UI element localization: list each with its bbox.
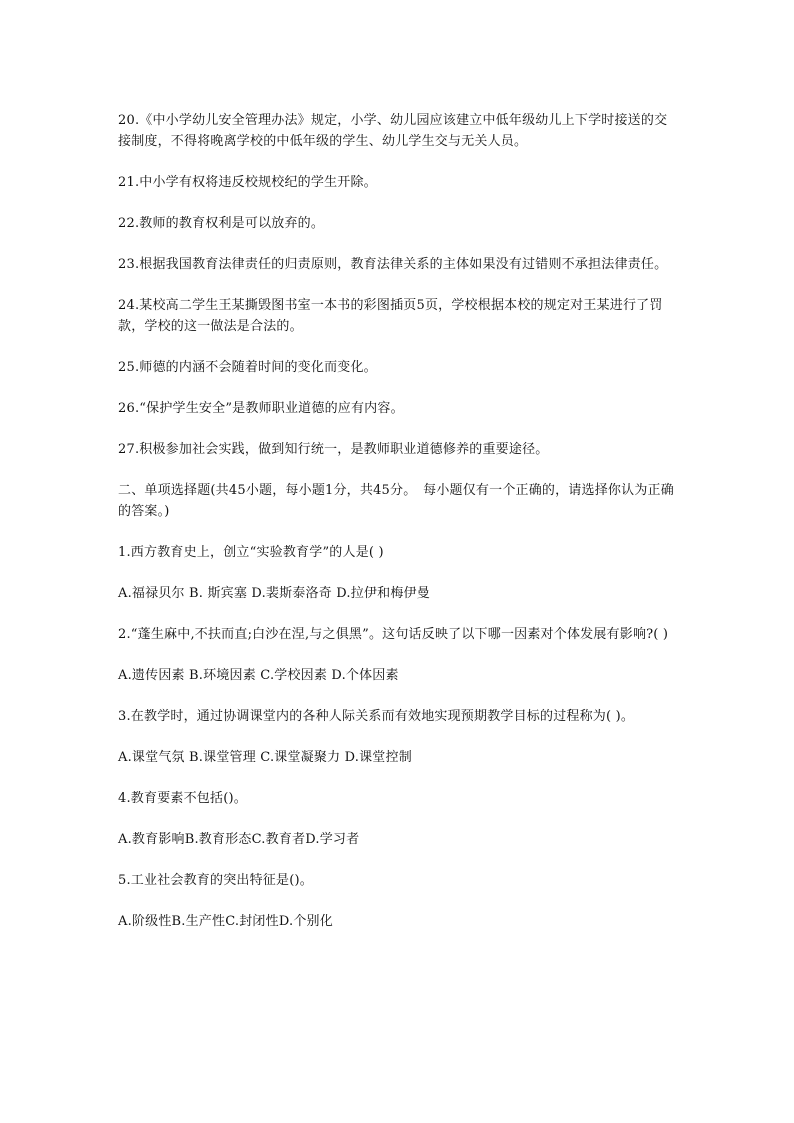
question-24: 24.某校高二学生王某撕毁图书室一本书的彩图插页5页，学校根据本校的规定对王某进行了罚款，学校的这一做法是合法的。	[118, 298, 663, 334]
question-22: 22.教师的教育权利是可以放弃的。	[118, 216, 325, 231]
mc-question-3: 3.在教学时，通过协调课堂内的各种人际关系而有效地实现预期教学目标的过程称为( )。	[118, 709, 635, 724]
mc-options-1: A.福禄贝尔 B. 斯宾塞 D.裴斯泰洛奇 D.拉伊和梅伊曼	[118, 586, 430, 601]
document-body	[118, 110, 678, 952]
mc-question-1: 1.西方教育史上，创立“实验教育学”的人是( )	[118, 545, 384, 560]
question-20: 20.《中小学幼儿安全管理办法》规定，小学、幼儿园应该建立中低年级幼儿上下学时接送的交接制度，不得将晚离学校的中低年级的学生、幼儿学生交与无关人员。	[118, 113, 668, 149]
section-heading-single-choice: 二、单项选择题(共45小题，每小题1分，共45分。 每小题仅有一个正确的，请选择你认为正确的答案。)	[118, 483, 674, 519]
question-27: 27.积极参加社会实践，做到知行统一，是教师职业道德修养的重要途径。	[118, 442, 549, 457]
question-23: 23.根据我国教育法律责任的归责原则，教育法律关系的主体如果没有过错则不承担法律责任。	[118, 257, 668, 272]
mc-options-2: A.遗传因素 B.环境因素 C.学校因素 D.个体因素	[118, 668, 399, 683]
question-21: 21.中小学有权将违反校规校纪的学生开除。	[118, 175, 377, 190]
mc-question-5: 5.工业社会教育的突出特征是()。	[118, 873, 313, 888]
mc-options-5: A.阶级性B.生产性C.封闭性D.个别化	[118, 914, 333, 929]
mc-question-2: 2.“蓬生麻中,不扶而直;白沙在涅,与之俱黑”。这句话反映了以下哪一因素对个体发展有影响?( )	[118, 627, 669, 642]
mc-question-4: 4.教育要素不包括()。	[118, 791, 247, 806]
question-26: 26.“保护学生安全”是教师职业道德的应有内容。	[118, 401, 404, 416]
question-25: 25.师德的内涵不会随着时间的变化而变化。	[118, 360, 377, 375]
mc-options-4: A.教育影响B.教育形态C.教育者D.学习者	[118, 832, 360, 847]
mc-options-3: A.课堂气氛 B.课堂管理 C.课堂凝聚力 D.课堂控制	[118, 750, 412, 765]
